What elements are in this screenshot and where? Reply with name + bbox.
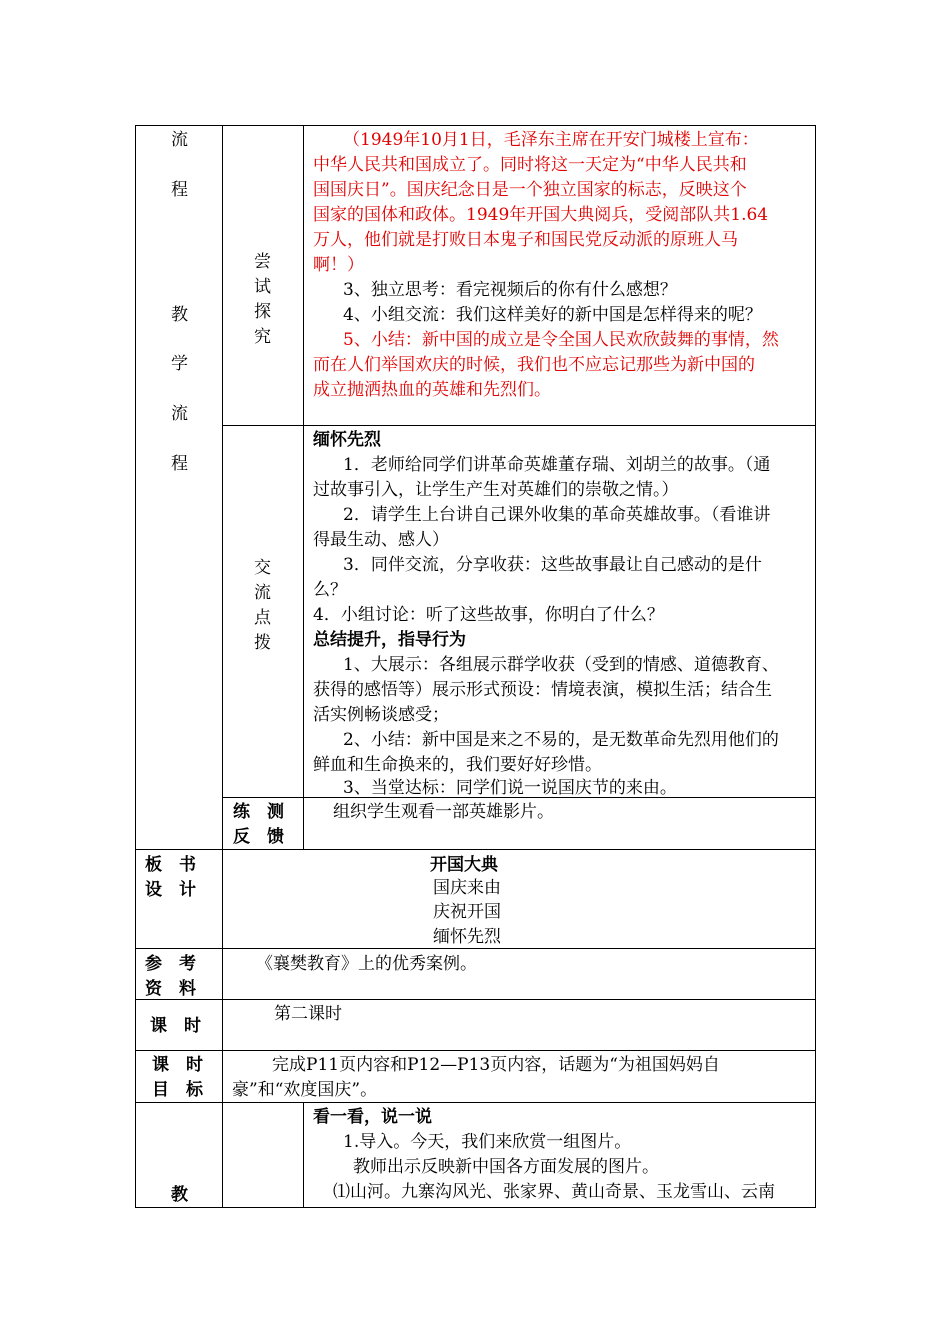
content-line: 3、当堂达标：同学们说一说国庆节的来由。 — [343, 778, 677, 798]
flow-label-char: 程 — [171, 454, 188, 474]
row-label: 课 时 — [152, 1055, 203, 1075]
section-label-char: 点 — [254, 608, 271, 628]
content-line: 获得的感悟等）展示形式预设：情境表演，模拟生活；结合生 — [313, 680, 772, 700]
flow-label-char: 程 — [171, 180, 188, 200]
row-label: 课 时 — [150, 1016, 201, 1036]
flow-label-char: 流 — [171, 130, 188, 150]
content-line: 教师出示反映新中国各方面发展的图片。 — [353, 1157, 659, 1177]
content-line: 4．小组讨论：听了这些故事，你明白了什么？ — [313, 605, 664, 625]
content-line: 豪”和“欢度国庆”。 — [232, 1080, 378, 1100]
content-line: （1949年10月1日，毛泽东主席在开安门城楼上宣布： — [343, 130, 759, 150]
row-label: 设 计 — [145, 880, 196, 900]
content-line: 国家的国体和政体。1949年开国大典阅兵，受阅部队共1.64 — [313, 205, 769, 225]
content-line: 第二课时 — [274, 1004, 342, 1024]
board-title: 开国大典 — [430, 855, 498, 875]
content-line: 完成P11页内容和P12—P13页内容，话题为“为祖国妈妈自 — [272, 1055, 720, 1075]
content-line: 2、小结：新中国是来之不易的，是无数革命先烈用他们的 — [343, 730, 779, 750]
row-divider — [135, 999, 816, 1000]
content-line: 中华人民共和国成立了。同时将这一天定为“中华人民共和 — [313, 155, 747, 175]
content-line: 国国庆日”。国庆纪念日是一个独立国家的标志，反映这个 — [313, 180, 747, 200]
content-line: 活实例畅谈感受； — [313, 705, 449, 725]
row-label: 参 考 — [145, 954, 196, 974]
content-line: 1、大展示：各组展示群学收获（受到的情感、道德教育、 — [343, 655, 779, 675]
row-label: 板 书 — [145, 855, 196, 875]
content-line: 万人，他们就是打败日本鬼子和国民党反动派的原班人马 — [313, 230, 738, 250]
content-line: 5、小结：新中国的成立是令全国人民欢欣鼓舞的事情，然 — [343, 330, 779, 350]
column-divider — [222, 125, 223, 1208]
content-line: 2．请学生上台讲自己课外收集的革命英雄故事。（看谁讲 — [343, 505, 771, 525]
content-line: 鲜血和生命换来的，我们要好好珍惜。 — [313, 755, 602, 775]
row-label: 资 料 — [145, 979, 196, 999]
section-heading: 缅怀先烈 — [313, 430, 381, 450]
row-divider — [135, 1050, 816, 1051]
section-heading: 看一看，说一说 — [313, 1107, 432, 1127]
content-line: 而在人们举国欢庆的时候，我们也不应忘记那些为新中国的 — [313, 355, 755, 375]
column-divider — [303, 125, 304, 849]
content-line: 么？ — [313, 580, 347, 600]
section-heading: 总结提升，指导行为 — [313, 630, 466, 650]
flow-label-char: 流 — [171, 404, 188, 424]
board-item: 庆祝开国 — [433, 902, 501, 922]
content-line: 1.导入。今天，我们来欣赏一组图片。 — [343, 1132, 632, 1152]
flow-label-char: 教 — [171, 305, 188, 325]
content-line: 成立抛洒热血的英雄和先烈们。 — [313, 380, 551, 400]
board-item: 国庆来由 — [433, 878, 501, 898]
section-label-char: 交 — [254, 558, 271, 578]
section-label: 练 测 — [233, 802, 284, 822]
content-line: 3、独立思考：看完视频后的你有什么感想？ — [343, 280, 677, 300]
content-line: 过故事引入，让学生产生对英雄们的崇敬之情。） — [313, 480, 679, 500]
flow-label-char: 学 — [171, 354, 188, 374]
content-line: 4、小组交流：我们这样美好的新中国是怎样得来的呢？ — [343, 305, 762, 325]
content-line: 得最生动、感人） — [313, 530, 449, 550]
section-label-char: 流 — [254, 583, 271, 603]
section-label-char: 尝 — [254, 252, 271, 272]
content-line: 3．同伴交流，分享收获：这些故事最让自己感动的是什 — [343, 555, 762, 575]
column-divider — [303, 1102, 304, 1208]
section-label: 反 馈 — [233, 827, 284, 847]
section-label-char: 试 — [254, 277, 271, 297]
content-line: 1．老师给同学们讲革命英雄董存瑞、刘胡兰的故事。（通 — [343, 455, 771, 475]
row-divider — [222, 425, 816, 426]
content-line: 《襄樊教育》上的优秀案例。 — [256, 954, 477, 974]
content-line: 啊！） — [313, 255, 364, 275]
row-label: 教 — [171, 1185, 188, 1205]
section-label-char: 拨 — [254, 633, 271, 653]
content-line: ⑴山河。九寨沟风光、张家界、黄山奇景、玉龙雪山、云南 — [333, 1182, 775, 1202]
section-label-char: 究 — [254, 327, 271, 347]
content-line: 组织学生观看一部英雄影片。 — [333, 802, 554, 822]
row-label: 目 标 — [152, 1080, 203, 1100]
section-label-char: 探 — [254, 302, 271, 322]
board-item: 缅怀先烈 — [433, 927, 501, 947]
